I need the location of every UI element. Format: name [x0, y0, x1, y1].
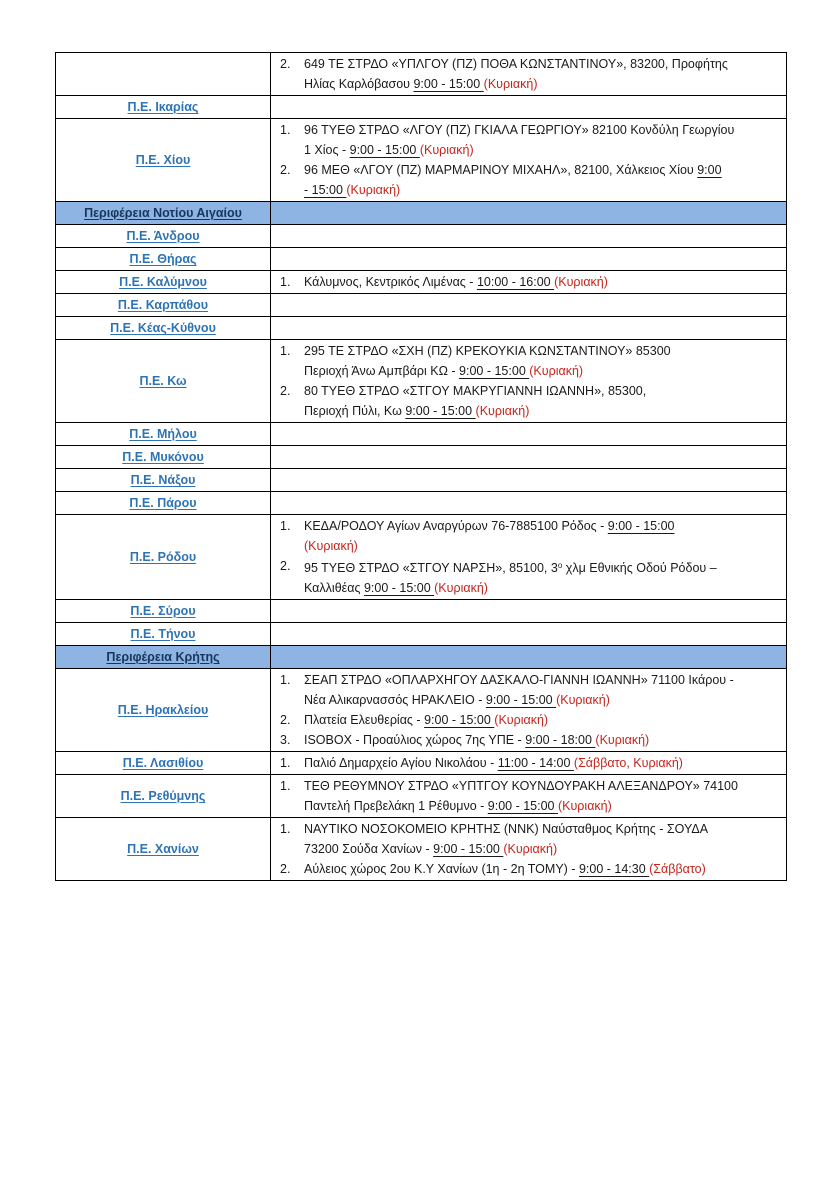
- time-range: 9:00 - 15:00: [424, 713, 495, 727]
- day-note: (Σάββατο, Κυριακή): [573, 756, 683, 770]
- section-link-perifereia-kritis[interactable]: Περιφέρεια Κρήτης: [106, 650, 220, 664]
- section-header-row-perifereia-kritis: [56, 646, 787, 669]
- text-segment: Περιοχή Άνω Αμπβάρι ΚΩ -: [304, 364, 460, 378]
- day-note: (Κυριακή): [556, 693, 610, 707]
- region-link-pe-thiras[interactable]: Π.Ε. Θήρας: [129, 252, 197, 266]
- schedule-cell: [271, 492, 787, 515]
- text-segment: 80 ΤΥΕΘ ΣΤΡΔΟ «ΣΤΓΟΥ ΜΑΚΡΥΓΙΑΝΝΗ ΙΩΑΝΝΗ», 85300,: [304, 384, 647, 398]
- region-row-pe-ko: [56, 340, 787, 423]
- text-segment: Καλλιθέας: [304, 581, 364, 595]
- schedule-cell: [271, 119, 787, 202]
- day-note: (Κυριακή): [595, 733, 650, 747]
- day-note: (Κυριακή): [483, 77, 538, 91]
- item-line: [304, 819, 782, 839]
- schedule-item: [271, 753, 782, 773]
- region-label-cell: [56, 225, 271, 248]
- time-range: 9:00 - 15:00: [487, 799, 558, 813]
- day-note: (Κυριακή): [557, 799, 612, 813]
- item-number: 2.: [280, 57, 291, 71]
- day-note: (Κυριακή): [503, 842, 558, 856]
- region-link-pe-chanion[interactable]: Π.Ε. Χανίων: [127, 842, 199, 856]
- text-segment: Αύλειος χώρος 2ου Κ.Υ Χανίων (1η - 2η ΤΟΜΥ) -: [304, 862, 579, 876]
- text-segment: Περιοχή Πύλι, Κω: [304, 404, 406, 418]
- item-lines: [304, 516, 782, 556]
- region-label-cell: [56, 271, 271, 294]
- region-label-cell: [56, 317, 271, 340]
- schedule-cell: [271, 646, 787, 669]
- region-link-pe-rethymnis[interactable]: Π.Ε. Ρεθύμνης: [120, 789, 206, 803]
- schedule-cell: [271, 752, 787, 775]
- schedule-cell: [271, 623, 787, 646]
- item-line: [304, 670, 782, 690]
- item-number: 1.: [280, 673, 291, 687]
- region-row-pe-kalymnou: [56, 271, 787, 294]
- item-number: 1.: [280, 275, 291, 289]
- item-line: [304, 753, 782, 773]
- schedule-item: [271, 710, 782, 730]
- item-line: [304, 578, 782, 598]
- item-number: 2.: [280, 713, 291, 727]
- region-label-cell: [56, 492, 271, 515]
- region-label-cell: [56, 202, 271, 225]
- schedule-cell: [271, 317, 787, 340]
- item-line: [304, 341, 782, 361]
- region-row-pe-irakleiou: [56, 669, 787, 752]
- item-number: 3.: [280, 733, 291, 747]
- region-link-pe-naxou[interactable]: Π.Ε. Νάξου: [130, 473, 196, 487]
- text-segment: 96 ΤΥΕΘ ΣΤΡΔΟ «ΛΓΟΥ (ΠΖ) ΓΚΙΑΛΑ ΓΕΩΡΓΙΟΥ» 82100 Κονδύλη Γεωργίου: [304, 123, 735, 137]
- region-label-cell: [56, 423, 271, 446]
- text-segment: χλμ Εθνικής Οδού Ρόδου –: [562, 561, 717, 575]
- item-line: [304, 381, 782, 401]
- region-row-pe-chiou: [56, 119, 787, 202]
- item-number: 1.: [280, 123, 291, 137]
- day-note: (Κυριακή): [419, 143, 474, 157]
- item-number: 1.: [280, 519, 291, 533]
- item-lines: [304, 819, 782, 859]
- region-label-cell: [56, 775, 271, 818]
- time-range: 9:00 - 15:00: [433, 842, 504, 856]
- time-range: 9:00 - 15:00: [459, 364, 530, 378]
- region-link-pe-mykonou[interactable]: Π.Ε. Μυκόνου: [122, 450, 204, 464]
- schedule-cell: [271, 423, 787, 446]
- region-link-pe-lasithiou[interactable]: Π.Ε. Λασιθίου: [122, 756, 204, 770]
- superscript-segment: ο: [557, 561, 563, 570]
- text-segment: ΚΕΔΑ/ΡΟΔΟΥ Αγίων Αναργύρων 76-7885100 Ρόδος -: [304, 519, 608, 533]
- region-label-cell: [56, 515, 271, 600]
- schedule-item: [271, 54, 782, 94]
- item-lines: [304, 120, 782, 160]
- item-line: [304, 120, 782, 140]
- region-label-cell: [56, 669, 271, 752]
- region-link-pe-milou[interactable]: Π.Ε. Μήλου: [129, 427, 197, 441]
- schedule-cell: [271, 294, 787, 317]
- schedule-cell: [271, 340, 787, 423]
- text-segment: ΝΑΥΤΙΚΟ ΝΟΣΟΚΟΜΕΙΟ ΚΡΗΤΗΣ (ΝΝΚ) Ναύσταθμος Κρήτης - ΣΟΥΔΑ: [304, 822, 709, 836]
- item-lines: [304, 54, 782, 94]
- region-label-cell: [56, 96, 271, 119]
- time-range: 10:00 - 16:00: [476, 275, 555, 289]
- text-segment: Παλιό Δημαρχείο Αγίου Νικολάου -: [304, 756, 498, 770]
- item-lines: [304, 753, 782, 773]
- schedule-cell: [271, 446, 787, 469]
- item-lines: [304, 710, 782, 730]
- region-link-pe-kalymnou[interactable]: Π.Ε. Καλύμνου: [119, 275, 207, 289]
- schedule-item: [271, 341, 782, 381]
- schedule-cell: [271, 669, 787, 752]
- item-lines: [304, 160, 782, 200]
- item-line: [304, 710, 782, 730]
- region-label-cell: [56, 469, 271, 492]
- day-note: (Κυριακή): [494, 713, 549, 727]
- schedule-cell: [271, 600, 787, 623]
- region-link-pe-rodou[interactable]: Π.Ε. Ρόδου: [129, 550, 197, 564]
- region-row-pe-parou: [56, 492, 787, 515]
- day-note: (Κυριακή): [529, 364, 584, 378]
- item-number: 1.: [280, 344, 291, 358]
- time-range: 9:00 - 15:00: [485, 693, 557, 707]
- region-link-pe-androu[interactable]: Π.Ε. Άνδρου: [126, 229, 200, 243]
- item-line: [304, 839, 782, 859]
- region-label-cell: [56, 248, 271, 271]
- item-lines: [304, 776, 782, 816]
- region-row-pe-rodou: [56, 515, 787, 600]
- item-line: [304, 74, 782, 94]
- time-range: 9:00 - 18:00: [525, 733, 596, 747]
- text-segment: Πλατεία Ελευθερίας -: [304, 713, 425, 727]
- region-link-pe-ikarias[interactable]: Π.Ε. Ικαρίας: [127, 100, 199, 114]
- item-line: [304, 796, 782, 816]
- region-row-continued: [56, 53, 787, 96]
- region-label-cell: [56, 119, 271, 202]
- schedule-cell: [271, 818, 787, 881]
- text-segment: ΤΕΘ ΡΕΘΥΜΝΟΥ ΣΤΡΔΟ «ΥΠΤΓΟΥ ΚΟΥΝΔΟΥΡΑΚΗ ΑΛΕΞΑΝΔΡΟΥ» 74100: [304, 779, 738, 793]
- text-segment: ISOBOX - Προαύλιος χώρος 7ης ΥΠΕ -: [304, 733, 526, 747]
- time-range: 9:00 - 15:00: [413, 77, 484, 91]
- item-line: [304, 160, 782, 180]
- time-range: 9:00 - 14:30: [578, 862, 650, 876]
- region-label-cell: [56, 600, 271, 623]
- item-number: 2.: [280, 559, 291, 573]
- item-lines: [304, 556, 782, 598]
- region-row-pe-tinou: [56, 623, 787, 646]
- item-lines: [304, 381, 782, 421]
- item-line: [304, 180, 782, 200]
- item-lines: [304, 730, 782, 750]
- item-line: [304, 516, 782, 536]
- text-segment: Νέα Αλικαρνασσός ΗΡΑΚΛΕΙΟ -: [304, 693, 486, 707]
- region-row-pe-syrou: [56, 600, 787, 623]
- region-row-pe-rethymnis: [56, 775, 787, 818]
- item-number: 1.: [280, 756, 291, 770]
- region-label-cell: [56, 623, 271, 646]
- text-segment: 295 ΤΕ ΣΤΡΔΟ «ΣΧΗ (ΠΖ) ΚΡΕΚΟΥΚΙΑ ΚΩΝΣΤΑΝΤΙΝΟΥ» 85300: [304, 344, 671, 358]
- time-range: 9:00 - 15:00: [363, 581, 435, 595]
- item-line: [304, 140, 782, 160]
- schedule-item: [271, 556, 782, 598]
- region-link-pe-parou[interactable]: Π.Ε. Πάρου: [129, 496, 197, 510]
- schedule-item: [271, 381, 782, 421]
- item-line: [304, 556, 782, 578]
- region-label-cell: [56, 446, 271, 469]
- text-segment: ΣΕΑΠ ΣΤΡΔΟ «ΟΠΛΑΡΧΗΓΟΥ ΔΑΣΚΑΛΟ-ΓΙΑΝΝΗ ΙΩΑΝΝΗ» 71100 Ικάρου -: [304, 673, 734, 687]
- region-link-pe-syrou[interactable]: Π.Ε. Σύρου: [130, 604, 196, 618]
- time-range: 9:00 - 15:00: [405, 404, 476, 418]
- region-row-pe-thiras: [56, 248, 787, 271]
- region-schedule-table: [55, 52, 787, 881]
- item-number: 2.: [280, 384, 291, 398]
- item-line: [304, 690, 782, 710]
- schedule-item: [271, 120, 782, 160]
- day-note: (Κυριακή): [434, 581, 488, 595]
- schedule-cell: [271, 96, 787, 119]
- region-row-pe-keas-kythnou: [56, 317, 787, 340]
- region-row-pe-milou: [56, 423, 787, 446]
- text-segment: 1 Χίος -: [304, 143, 350, 157]
- section-header-row-perifereia-notiou-aigaiou: [56, 202, 787, 225]
- schedule-item: [271, 859, 782, 879]
- item-line: [304, 859, 782, 879]
- item-lines: [304, 272, 782, 292]
- schedule-item: [271, 819, 782, 859]
- time-range: 9:00 - 15:00: [349, 143, 420, 157]
- region-row-pe-naxou: [56, 469, 787, 492]
- day-note: (Κυριακή): [346, 183, 401, 197]
- text-segment: Κάλυμνος, Κεντρικός Λιμένας -: [304, 275, 477, 289]
- item-line: [304, 776, 782, 796]
- region-label-cell: [56, 646, 271, 669]
- item-number: 2.: [280, 862, 291, 876]
- item-line: [304, 361, 782, 381]
- region-row-pe-androu: [56, 225, 787, 248]
- item-line: [304, 272, 782, 292]
- item-line: [304, 536, 782, 556]
- schedule-cell: [271, 775, 787, 818]
- schedule-cell: [271, 202, 787, 225]
- schedule-item: [271, 776, 782, 816]
- region-label-cell: [56, 340, 271, 423]
- region-label-cell: [56, 294, 271, 317]
- item-line: [304, 401, 782, 421]
- item-lines: [304, 341, 782, 381]
- text-segment: Ηλίας Καρλόβασου: [304, 77, 414, 91]
- item-lines: [304, 670, 782, 710]
- day-note: (Κυριακή): [475, 404, 530, 418]
- time-range: 9:00: [697, 163, 722, 177]
- text-segment: 73200 Σούδα Χανίων -: [304, 842, 434, 856]
- region-label-cell: [56, 53, 271, 96]
- schedule-cell: [271, 515, 787, 600]
- item-number: 1.: [280, 779, 291, 793]
- schedule-cell: [271, 271, 787, 294]
- item-number: 1.: [280, 822, 291, 836]
- time-range: 11:00 - 14:00: [497, 756, 574, 770]
- region-link-pe-tinou[interactable]: Π.Ε. Τήνου: [130, 627, 196, 641]
- item-line: [304, 54, 782, 74]
- schedule-cell: [271, 53, 787, 96]
- region-link-pe-irakleiou[interactable]: Π.Ε. Ηρακλείου: [117, 703, 209, 717]
- region-row-pe-chanion: [56, 818, 787, 881]
- schedule-item: [271, 516, 782, 556]
- region-link-pe-ko[interactable]: Π.Ε. Κω: [139, 374, 187, 388]
- schedule-item: [271, 272, 782, 292]
- region-row-pe-lasithiou: [56, 752, 787, 775]
- region-row-pe-mykonou: [56, 446, 787, 469]
- section-link-perifereia-notiou-aigaiou[interactable]: Περιφέρεια Νοτίου Αιγαίου: [84, 206, 242, 220]
- item-number: 2.: [280, 163, 291, 177]
- item-lines: [304, 859, 782, 879]
- schedule-item: [271, 730, 782, 750]
- time-range: 9:00 - 15:00: [607, 519, 675, 533]
- schedule-item: [271, 160, 782, 200]
- day-note: (Σάββατο): [649, 862, 706, 876]
- text-segment: 96 ΜΕΘ «ΛΓΟΥ (ΠΖ) ΜΑΡΜΑΡΙΝΟΥ ΜΙΧΑΗΛ», 82100, Χάλκειος Χίου: [304, 163, 698, 177]
- region-link-pe-keas-kythnou[interactable]: Π.Ε. Κέας-Κύθνου: [110, 321, 216, 335]
- item-line: [304, 730, 782, 750]
- text-segment: 649 ΤΕ ΣΤΡΔΟ «ΥΠΛΓΟΥ (ΠΖ) ΠΟΘΑ ΚΩΝΣΤΑΝΤΙΝΟΥ», 83200, Προφήτης: [304, 57, 728, 71]
- region-row-pe-karpathou: [56, 294, 787, 317]
- region-label-cell: [56, 818, 271, 881]
- day-note: (Κυριακή): [554, 275, 608, 289]
- text-segment: Παντελή Πρεβελάκη 1 Ρέθυμνο -: [304, 799, 488, 813]
- region-schedule-table-body: [56, 53, 787, 881]
- text-segment: 95 ΤΥΕΘ ΣΤΡΔΟ «ΣΤΓΟΥ ΝΑΡΣΗ», 85100, 3: [304, 561, 558, 575]
- region-label-cell: [56, 752, 271, 775]
- region-link-pe-karpathou[interactable]: Π.Ε. Καρπάθου: [117, 298, 209, 312]
- day-note: (Κυριακή): [304, 539, 358, 553]
- time-range: - 15:00: [304, 183, 347, 197]
- schedule-cell: [271, 469, 787, 492]
- region-row-pe-ikarias: [56, 96, 787, 119]
- region-link-pe-chiou[interactable]: Π.Ε. Χίου: [135, 153, 191, 167]
- schedule-cell: [271, 248, 787, 271]
- schedule-cell: [271, 225, 787, 248]
- schedule-item: [271, 670, 782, 710]
